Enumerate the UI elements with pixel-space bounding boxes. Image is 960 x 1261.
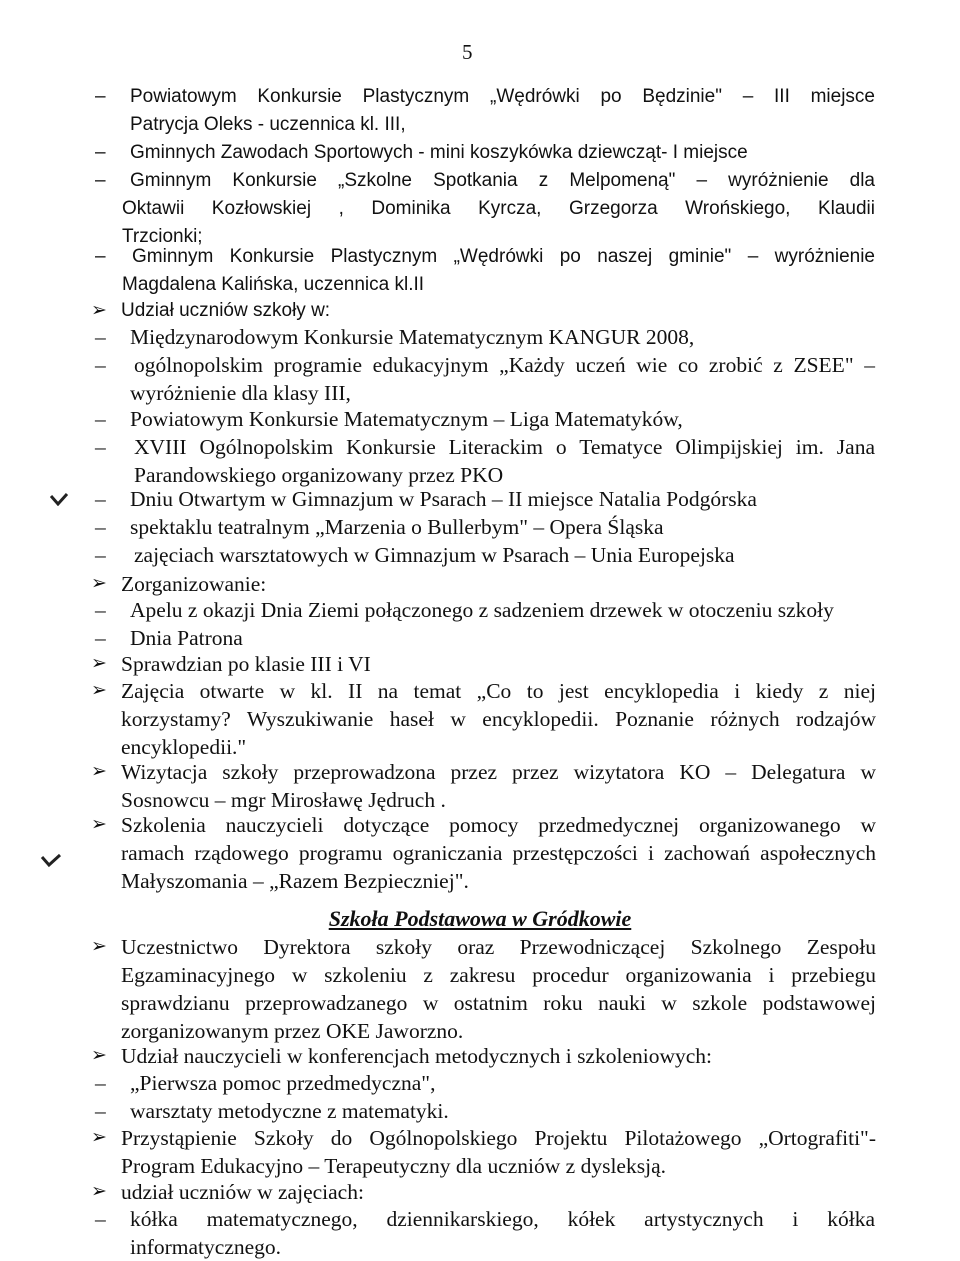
list-item: ➢ Sprawdzian po klasie III i VI bbox=[91, 652, 371, 676]
list-item: ➢ Uczestnictwo Dyrektora szkoły oraz Przewodniczącej Szkolnego Zespołu Egzaminacyjnego w szkoleniu z zakresu procedur organizowania i przebiegu sprawdzianu przeprowadzanego w ostatnim roku nauki w szkole podstawowej zorganizowanym przez OKE Jaworzno. bbox=[91, 935, 876, 1043]
list-item: – Międzynarodowym Konkursie Matematycznym KANGUR 2008, bbox=[95, 325, 695, 349]
list-item: – Gminnym Konkursie Plastycznym „Wędrówki po naszej gminie" – wyróżnienie Magdalena Kalińska, uczennica kl.II bbox=[95, 246, 875, 295]
list-item: ➢ Zajęcia otwarte w kl. II na temat „Co to jest encyklopedia i kiedy z niej korzystamy? Wyszukiwanie haseł w encyklopedii. Poznanie różnych rodzajów encyklopedii." bbox=[91, 679, 876, 759]
list-item: – kółka matematycznego, dziennikarskiego, kółek artystycznych i kółka informatycznego. bbox=[95, 1207, 875, 1259]
section-heading: Szkoła Podstawowa w Gródkowie bbox=[328, 906, 632, 931]
list-item: – Dnia Patrona bbox=[95, 626, 243, 650]
list-item: – zajęciach warsztatowych w Gimnazjum w Psarach – Unia Europejska bbox=[95, 543, 735, 567]
list-item: – Powiatowym Konkursie Matematycznym – Liga Matematyków, bbox=[95, 407, 683, 431]
list-item: – Gminnych Zawodach Sportowych - mini koszykówka dziewcząt- I miejsce bbox=[95, 142, 748, 163]
list-item: ➢ Przystąpienie Szkoły do Ogólnopolskiego Projektu Pilotażowego „Ortografiti"- Program Edukacyjno – Terapeutyczny dla uczniów z dysleksją. bbox=[91, 1126, 876, 1178]
list-item: ➢ Szkolenia nauczycieli dotyczące pomocy przedmedycznej organizowanego w ramach rządowego programu ograniczania przestępczości i zachowań aspołecznych Małyszomania – „Razem Bezpieczniej". bbox=[91, 813, 876, 893]
list-item: ➢ udział uczniów w zajęciach: bbox=[91, 1180, 364, 1204]
list-item: – Powiatowym Konkursie Plastycznym „Wędrówki po Będzinie" – III miejsce Patrycja Oleks - uczennica kl. III, bbox=[95, 86, 875, 135]
list-item: – Gminnym Konkursie „Szkolne Spotkania z Melpomeną" – wyróżnienie dla Oktawii Kozłowskiej , Dominika Kyrcza, Grzegorza Wrońskiego, Klaudii Trzcionki; bbox=[95, 170, 875, 247]
margin-check-mark bbox=[50, 492, 68, 506]
list-item: – warsztaty metodyczne z matematyki. bbox=[95, 1099, 449, 1123]
list-item: ➢ Udział nauczycieli w konferencjach metodycznych i szkoleniowych: bbox=[91, 1044, 713, 1068]
list-item: – Dniu Otwartym w Gimnazjum w Psarach – II miejsce Natalia Podgórska bbox=[95, 487, 757, 511]
list-item: – XVIII Ogólnopolskim Konkursie Literackim o Tematyce Olimpijskiej im. Jana Parandowskiego organizowany przez PKO bbox=[95, 435, 875, 487]
list-item: – ogólnopolskim programie edukacyjnym „Każdy uczeń wie co zrobić z ZSEE" – wyróżnienie dla klasy III, bbox=[95, 353, 875, 405]
list-item: – Apelu z okazji Dnia Ziemi połączonego z sadzeniem drzewek w otoczeniu szkoły bbox=[95, 598, 834, 622]
section-header: ➢ Zorganizowanie: bbox=[91, 572, 267, 596]
list-item: ➢ Wizytacja szkoły przeprowadzona przez przez wizytatora KO – Delegatura w Sosnowcu – mgr Mirosławę Jędruch . bbox=[91, 760, 876, 812]
list-item: – spektaklu teatralnym „Marzenia o Bullerbym" – Opera Śląska bbox=[95, 515, 664, 539]
page-number: 5 bbox=[462, 40, 473, 64]
list-item: – „Pierwsza pomoc przedmedyczna", bbox=[95, 1071, 436, 1095]
section-header: ➢ Udział uczniów szkoły w: bbox=[91, 300, 331, 321]
margin-check-mark bbox=[40, 852, 62, 868]
